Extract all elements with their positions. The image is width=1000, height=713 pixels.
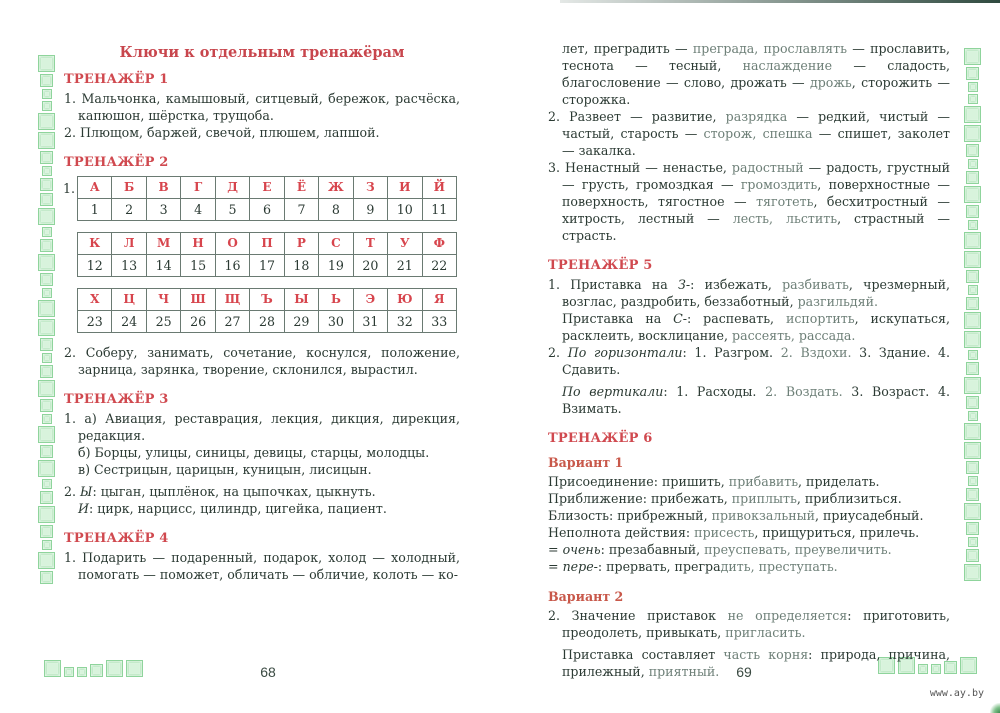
t2-item-1-number: 1. xyxy=(63,181,76,196)
page-number: 69 xyxy=(736,664,752,680)
text-segment: , страстный — страсть. xyxy=(562,211,950,243)
alphabet-numbers-row xyxy=(78,199,457,221)
text-segment: Присоединение: пришить, xyxy=(548,474,729,489)
text-segment: — прославить, теснота — тесный, xyxy=(562,41,950,73)
variant-1-heading: Вариант 1 xyxy=(548,455,624,470)
text-segment: пригласить. xyxy=(725,625,806,640)
text-segment: преграда, прославлять xyxy=(692,41,847,56)
number-cell: 15 xyxy=(181,255,215,277)
t3-item-1c: в) Сестрицын, царицын, куницын, лисицын. xyxy=(78,462,372,477)
letter-cell: Х xyxy=(78,289,112,311)
t3-item-1b: б) Борцы, улицы, синицы, девицы, старцы, молодцы. xyxy=(78,445,430,460)
letter-cell: Э xyxy=(353,289,387,311)
text-segment: : распевать, xyxy=(687,311,786,326)
letter-cell: Ц xyxy=(112,289,146,311)
right-page-content xyxy=(548,40,950,680)
text-segment: — сладость, благословение — слово, дрожать — xyxy=(562,58,950,90)
section-heading-t4: ТРЕНАЖЁР 4 xyxy=(64,531,169,546)
letter-cell: Д xyxy=(215,177,249,199)
text-segment: — редкий, чистый — частый, старость — xyxy=(562,109,950,141)
t6-ochen-line: = очень: презабавный, преуспевать, преувеличить. xyxy=(548,542,892,557)
section-heading-t3: ТРЕНАЖЁР 3 xyxy=(64,392,169,407)
section-heading-t2: ТРЕНАЖЁР 2 xyxy=(64,155,169,170)
text-segment: разрядка xyxy=(725,109,788,124)
letter-cell: А xyxy=(78,177,112,199)
text-segment: сторож, спешка xyxy=(703,126,813,141)
letter-cell: Ч xyxy=(146,289,180,311)
section-heading-t5: ТРЕНАЖЁР 5 xyxy=(548,258,653,273)
t4-item-2 xyxy=(548,108,950,159)
watermark: www.ay.by xyxy=(929,688,984,699)
t3-item-2: 2. Ы: цыган, цыплёнок, на цыпочках, цыкнуть. xyxy=(64,484,376,499)
number-cell: 18 xyxy=(284,255,318,277)
text-segment: рассеять, рассада. xyxy=(732,328,856,343)
alphabet-letters-row xyxy=(78,233,457,255)
text-segment: Приближение: прибежать, xyxy=(548,491,732,506)
letter-cell: У xyxy=(388,233,422,255)
letter-cell: Р xyxy=(284,233,318,255)
letter-cell: Л xyxy=(112,233,146,255)
text-segment: Неполнота действия: xyxy=(548,525,695,540)
text-segment: , приусадебный. xyxy=(815,508,924,523)
text-segment: не определяется xyxy=(727,608,848,623)
page-corner-shade xyxy=(990,703,1000,713)
text-segment: : презабавный, xyxy=(600,542,705,557)
text-segment: : прервать, прегра xyxy=(597,559,721,574)
text-segment: , искупаться, расклеить, восклицание, xyxy=(562,311,950,343)
letter-cell: Я xyxy=(422,289,456,311)
text-segment: Близость: прибрежный, xyxy=(548,508,712,523)
letter-cell: Ш xyxy=(181,289,215,311)
text-segment: , сторожить — сторожка. xyxy=(562,75,950,107)
text-segment: громоздить xyxy=(740,177,818,192)
letter-cell: Й xyxy=(422,177,456,199)
text-segment: 3. Возраст. 4. Взимать. xyxy=(562,384,950,416)
text-segment: Приставка составляет xyxy=(562,647,724,662)
letter-cell: Ж xyxy=(319,177,353,199)
decorative-border-right xyxy=(964,48,981,581)
number-cell: 9 xyxy=(353,199,387,221)
text-segment: дить, преступать. xyxy=(720,559,838,574)
text-segment: дрожь xyxy=(809,75,852,90)
text-segment: 3. Ненастный — ненастье, xyxy=(548,160,732,175)
number-cell: 33 xyxy=(422,311,456,333)
text-segment: 2. Развеет — развитие, xyxy=(548,109,726,124)
text-segment: , чрезмерный, возглас, раздробить, беззаботный, xyxy=(562,277,950,309)
number-cell: 28 xyxy=(250,311,284,333)
number-cell: 3 xyxy=(146,199,180,221)
text-segment: — спишет, заколет — закалка. xyxy=(562,126,950,158)
text-segment: , прищуриться, прилечь. xyxy=(754,525,920,540)
letter-cell: Т xyxy=(353,233,387,255)
number-cell: 13 xyxy=(112,255,146,277)
text-segment: преуспевать, преувеличить. xyxy=(704,542,892,557)
text-segment: радостный xyxy=(731,160,804,175)
number-cell: 14 xyxy=(146,255,180,277)
t6-variant1-line xyxy=(548,490,950,507)
text-segment: , приблизиться. xyxy=(796,491,902,506)
text-segment: наслаждение xyxy=(742,58,833,73)
number-cell: 10 xyxy=(388,199,422,221)
letter-cell: Ф xyxy=(422,233,456,255)
text-segment: : 1. Расходы. xyxy=(663,384,766,399)
letter-cell: Ь xyxy=(319,289,353,311)
alphabet-table xyxy=(77,232,457,277)
text-segment: привокзальный xyxy=(711,508,816,523)
number-cell: 30 xyxy=(319,311,353,333)
text-segment: приятный. xyxy=(648,664,720,679)
letter-cell: З xyxy=(353,177,387,199)
t4-item-1: 1. Подарить — подаренный, подарок, холод — холодный, помогать — поможет, обличать — обличие, колоть — ко- xyxy=(64,550,460,582)
letter-cell: Е xyxy=(250,177,284,199)
alphabet-numbers-row xyxy=(78,255,457,277)
number-cell: 29 xyxy=(284,311,318,333)
text-segment: прибавить xyxy=(728,474,799,489)
letter-cell: М xyxy=(146,233,180,255)
section-heading-t6: ТРЕНАЖЁР 6 xyxy=(548,431,653,446)
t3-item-2b: И: цирк, нарцисс, цилиндр, цигейка, пациент. xyxy=(78,501,387,516)
number-cell: 21 xyxy=(388,255,422,277)
letter-cell: Б xyxy=(112,177,146,199)
t5-prefix-z: 1. Приставка на З-: избежать, разбивать, чрезмерный, возглас, раздробить, беззаботный, разгильдяй. xyxy=(548,277,950,309)
page-69 xyxy=(500,0,1000,713)
number-cell: 27 xyxy=(215,311,249,333)
t6-variant1-line xyxy=(548,524,950,541)
number-cell: 7 xyxy=(284,199,318,221)
letter-cell: Ё xyxy=(284,177,318,199)
t1-item-1: 1. Мальчонка, камышовый, ситцевый, бережок, расчёска, капюшон, шёрстка, трущоба. xyxy=(64,91,460,123)
text-segment: , приделать. xyxy=(798,474,880,489)
number-cell: 5 xyxy=(215,199,249,221)
left-page-content xyxy=(64,44,460,583)
decorative-border-left xyxy=(38,55,55,584)
number-cell: 8 xyxy=(319,199,353,221)
text-segment: : избежать, xyxy=(690,277,783,292)
number-cell: 11 xyxy=(422,199,456,221)
letter-cell: Ю xyxy=(388,289,422,311)
text-segment: присесть xyxy=(694,525,755,540)
letter-cell: Г xyxy=(181,177,215,199)
t6-variant1-line xyxy=(548,473,950,490)
alphabet-letters-row xyxy=(78,289,457,311)
text-segment: : 1. Разгром. xyxy=(682,345,781,360)
number-cell: 20 xyxy=(353,255,387,277)
text-segment: испортить xyxy=(785,311,855,326)
alphabet-table xyxy=(77,176,457,221)
letter-cell: Щ xyxy=(215,289,249,311)
text-segment: часть корня xyxy=(723,647,809,662)
alphabet-numbers-row xyxy=(78,311,457,333)
text-segment: — радость, грустный — грусть, громоздкая — xyxy=(562,160,950,192)
number-cell: 23 xyxy=(78,311,112,333)
t4-continuation-1 xyxy=(548,40,950,108)
letter-cell: Ы xyxy=(284,289,318,311)
page-title: Ключи к отдельным тренажёрам xyxy=(119,44,405,61)
t6-pere-line: = пере-: прервать, преградить, преступать. xyxy=(548,559,838,574)
letter-cell: К xyxy=(78,233,112,255)
number-cell: 32 xyxy=(388,311,422,333)
alphabet-letters-row xyxy=(78,177,457,199)
section-heading-t1: ТРЕНАЖЁР 1 xyxy=(64,72,169,87)
letter-cell: О xyxy=(215,233,249,255)
text-segment: 2. Воздать. xyxy=(765,384,843,399)
number-cell: 16 xyxy=(215,255,249,277)
letter-cell: С xyxy=(319,233,353,255)
letter-cell: И xyxy=(388,177,422,199)
t5-prefix-s: Приставка на С-: распевать, испортить, искупаться, расклеить, восклицание, рассеять, рассада. xyxy=(562,311,950,343)
text-segment: разбивать xyxy=(782,277,849,292)
t4-item-3 xyxy=(548,159,950,244)
variant-2-heading: Вариант 2 xyxy=(548,589,624,604)
letter-cell: В xyxy=(146,177,180,199)
number-cell: 17 xyxy=(250,255,284,277)
text-segment: 2. Вздохи. xyxy=(780,345,852,360)
number-cell: 19 xyxy=(319,255,353,277)
number-cell: 12 xyxy=(78,255,112,277)
text-segment: лет, преградить — xyxy=(562,41,693,56)
t6-variant2-item-2 xyxy=(548,607,950,641)
number-cell: 4 xyxy=(181,199,215,221)
text-segment: : приготовить, преодолеть, привыкать, xyxy=(562,608,950,640)
number-cell: 25 xyxy=(146,311,180,333)
number-cell: 31 xyxy=(353,311,387,333)
t3-item-1a: 1. а) Авиация, реставрация, лекция, дикция, дирекция, редакция. xyxy=(64,411,460,443)
alphabet-tables xyxy=(64,176,460,333)
t2-item-2: 2. Соберу, занимать, сочетание, коснулся, положение, зарница, зарянка, творение, склонился, вырастил. xyxy=(64,345,460,377)
text-segment: лесть, льстить xyxy=(732,211,838,226)
letter-cell: Н xyxy=(181,233,215,255)
text-segment: : природа, причина, прилежный, xyxy=(562,647,951,679)
number-cell: 2 xyxy=(112,199,146,221)
text-segment: , поверхностные — поверхность, тягостное — xyxy=(562,177,951,209)
letter-cell: П xyxy=(250,233,284,255)
number-cell: 26 xyxy=(181,311,215,333)
number-cell: 6 xyxy=(250,199,284,221)
alphabet-table xyxy=(77,288,457,333)
number-cell: 24 xyxy=(112,311,146,333)
t6-variant1-line xyxy=(548,507,950,524)
text-segment: разгильдяй. xyxy=(797,294,878,309)
number-cell: 22 xyxy=(422,255,456,277)
t5-crossword-vertical: По вертикали: 1. Расходы. 2. Воздать. 3. Возраст. 4. Взимать. xyxy=(562,384,950,416)
text-segment: , бесхитростный — хитрость, лестный — xyxy=(562,194,950,226)
page-number: 68 xyxy=(260,664,276,680)
t1-item-2: 2. Плющом, баржей, свечой, плюшем, лапшой. xyxy=(64,125,380,140)
number-cell: 1 xyxy=(78,199,112,221)
t5-crossword-horizontal: 2. По горизонтали: 1. Разгром. 2. Вздохи. 3. Здание. 4. Сдавить. xyxy=(548,345,950,377)
letter-cell: Ъ xyxy=(250,289,284,311)
text-segment: приплыть xyxy=(731,491,797,506)
text-segment: 3. Здание. 4. Сдавить. xyxy=(562,345,950,377)
text-segment: 2. Значение приставок xyxy=(548,608,728,623)
text-segment: тяготеть xyxy=(756,194,814,209)
